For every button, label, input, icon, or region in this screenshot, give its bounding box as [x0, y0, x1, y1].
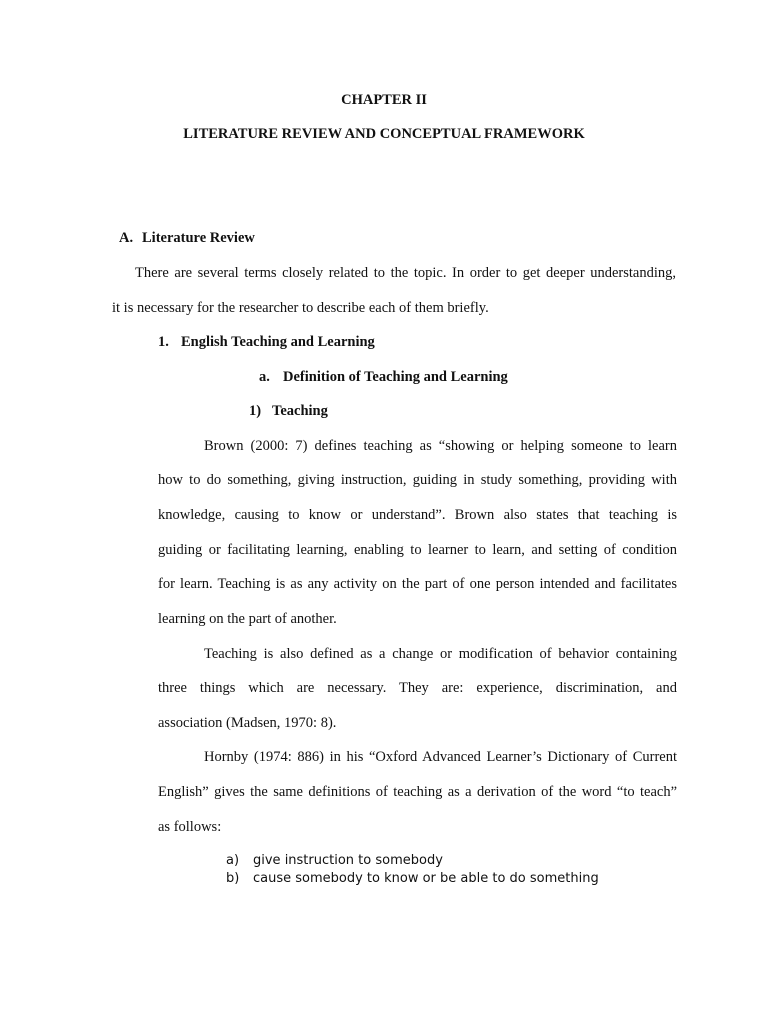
section-a-heading: [119, 229, 255, 247]
paragraph-1-line: for learn. Teaching is as any activity on the part of one person intended and facilitates: [158, 576, 677, 592]
definition-item: [226, 853, 443, 869]
subsection-a-title: Definition of Teaching and Learning: [283, 369, 508, 385]
paragraph-1-line: knowledge, causing to know or understand”. Brown also states that teaching is: [158, 507, 677, 523]
subsection-1-1-marker: 1): [249, 403, 262, 419]
definition-item: [226, 871, 599, 887]
definition-marker: a): [226, 853, 240, 868]
subsection-a-marker: a.: [259, 369, 270, 385]
paragraph-3-line: as follows:: [158, 819, 222, 835]
paragraph-2-line: association (Madsen, 1970: 8).: [158, 715, 337, 731]
chapter-number: CHAPTER II: [341, 92, 427, 108]
paragraph-2-line: three things which are necessary. They are: experience, discrimination, and: [158, 680, 677, 696]
section-a-title: Literature Review: [142, 230, 255, 246]
paragraph-2-line: Teaching is also defined as a change or modification of behavior containing: [204, 646, 677, 662]
definition-text: give instruction to somebody: [253, 853, 443, 868]
intro-line-2: it is necessary for the researcher to describe each of them briefly.: [112, 300, 489, 316]
paragraph-3-line: Hornby (1974: 886) in his “Oxford Advanced Learner’s Dictionary of Current: [204, 749, 677, 765]
paragraph-1-line: how to do something, giving instruction, guiding in study something, providing with: [158, 472, 677, 488]
paragraph-1-line: guiding or facilitating learning, enabling to learner to learn, and setting of condition: [158, 542, 677, 558]
subsection-1-heading: [158, 333, 375, 351]
subsection-1-1-title: Teaching: [272, 403, 328, 419]
paragraph-1-line: Brown (2000: 7) defines teaching as “showing or helping someone to learn: [204, 438, 677, 454]
intro-line-1: There are several terms closely related to the topic. In order to get deeper understanding,: [135, 265, 676, 281]
subsection-1-marker: 1.: [158, 334, 169, 350]
paragraph-1-line: learning on the part of another.: [158, 611, 337, 627]
subsection-a-heading: [259, 368, 508, 386]
section-a-marker: A.: [119, 230, 134, 246]
paragraph-3-line: English” gives the same definitions of teaching as a derivation of the word “to teach”: [158, 784, 677, 800]
subsection-1-1-heading: [249, 402, 328, 420]
definition-text: cause somebody to know or be able to do something: [253, 871, 599, 886]
chapter-title: LITERATURE REVIEW AND CONCEPTUAL FRAMEWORK: [183, 126, 585, 142]
definition-marker: b): [226, 871, 240, 886]
subsection-1-title: English Teaching and Learning: [181, 334, 375, 350]
